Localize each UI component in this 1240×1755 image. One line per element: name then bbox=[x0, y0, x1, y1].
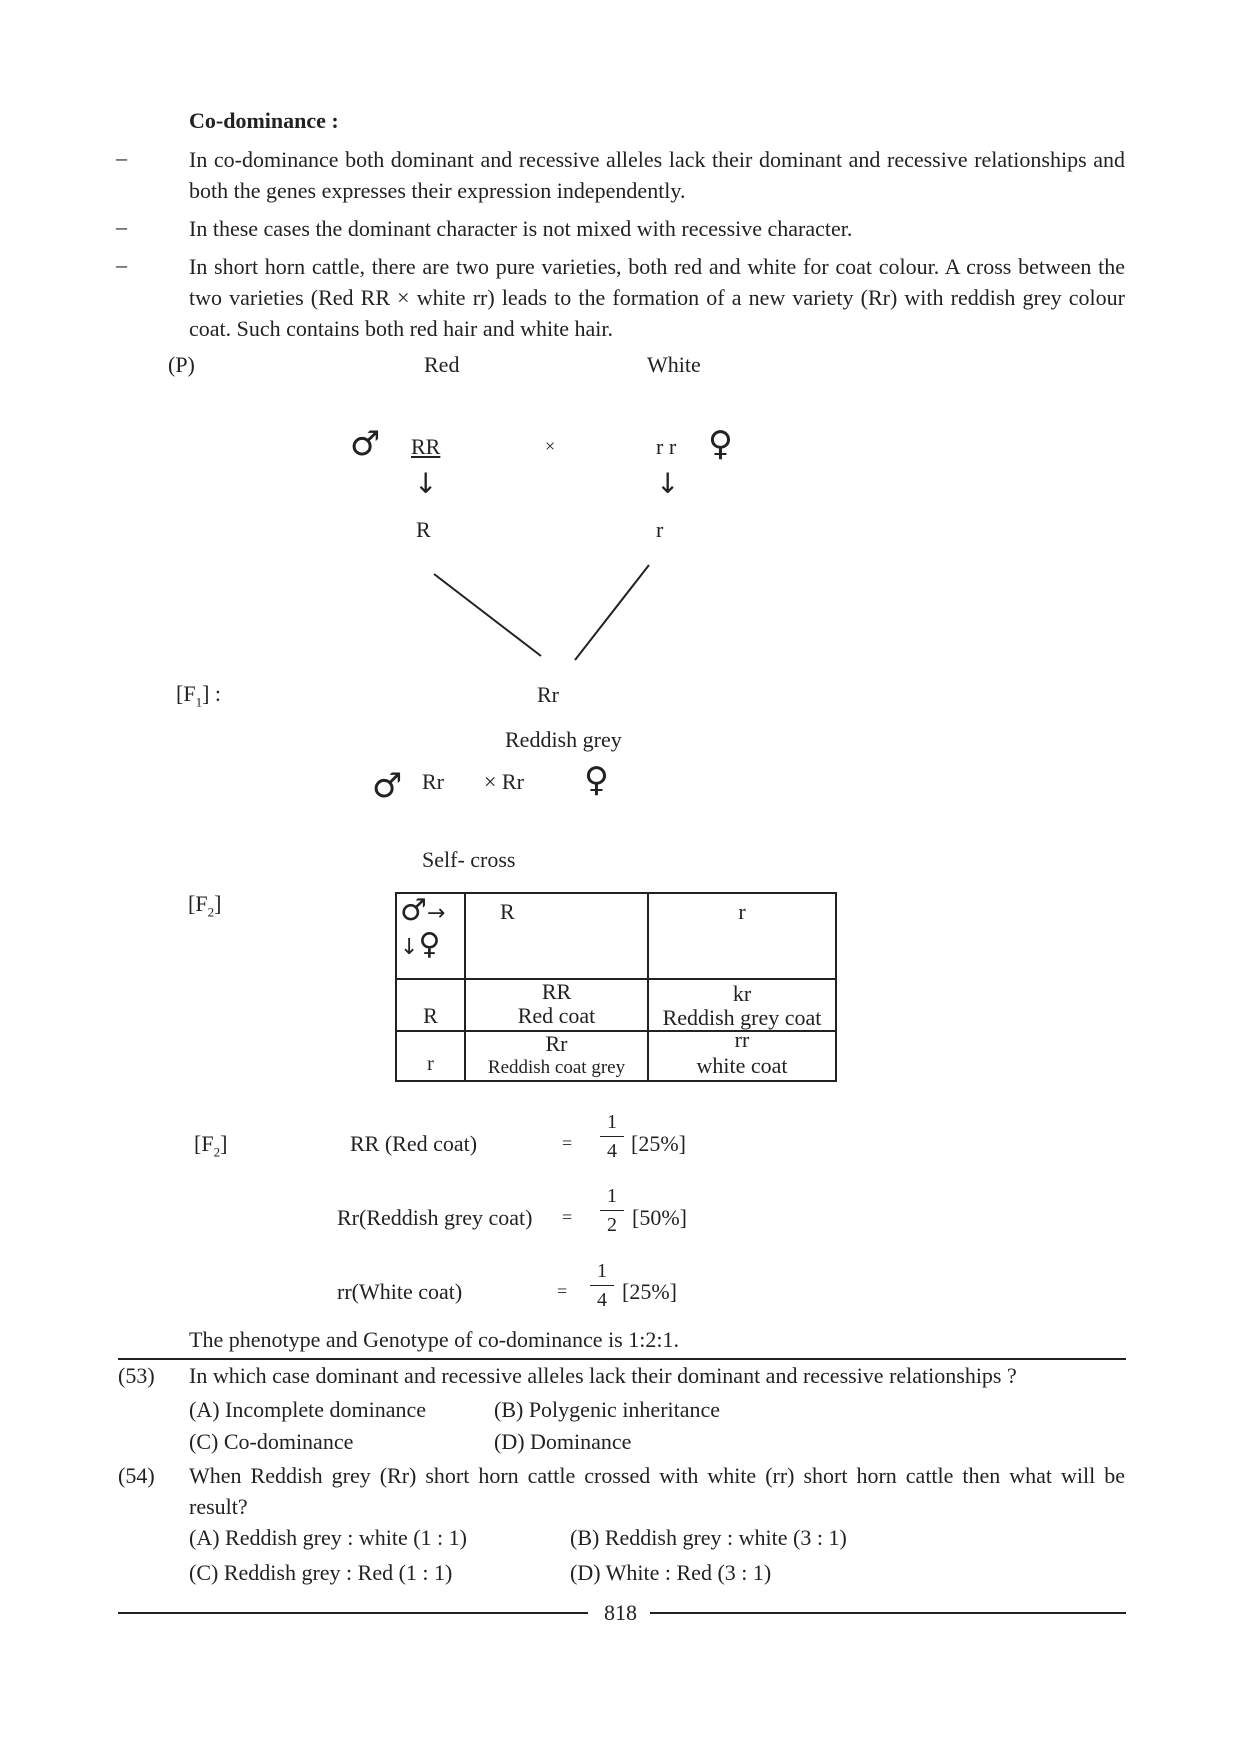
ratio-fraction bbox=[590, 1261, 614, 1310]
bullet-dash: – bbox=[116, 145, 127, 170]
punnett-cell bbox=[648, 979, 836, 1031]
parent-generation-label: (P) bbox=[168, 352, 195, 377]
fraction-denominator: 2 bbox=[607, 1214, 617, 1236]
section-heading: Co-dominance : bbox=[189, 108, 339, 133]
question-text: When Reddish grey (Rr) short horn cattle crossed with white (rr) short horn cattle then what will be result? bbox=[189, 1463, 1125, 1519]
arrow-right-icon: → bbox=[426, 901, 446, 926]
answer-option: (D) Dominance bbox=[494, 1429, 632, 1454]
ratio-percent: [50%] bbox=[632, 1205, 687, 1230]
ratio-name: RR (Red coat) bbox=[350, 1131, 478, 1156]
paragraph-not-mixed: In these cases the dominant character is not mixed with recessive character. bbox=[189, 216, 853, 241]
punnett-cell-phenotype: Reddish coat grey bbox=[487, 1057, 626, 1078]
paragraph-codominance-definition: In co-dominance both dominant and recessive alleles lack their dominant and recessive relationships and both the genes expresses their expression independently. bbox=[189, 147, 1125, 203]
question-text: In which case dominant and recessive alleles lack their dominant and recessive relationships ? bbox=[189, 1363, 1017, 1388]
male-symbol-icon: ♂ bbox=[350, 424, 381, 464]
bullet-dash: – bbox=[116, 252, 127, 277]
answer-option: (A) Incomplete dominance bbox=[189, 1397, 427, 1422]
self-cross-label: Self- cross bbox=[422, 847, 516, 872]
male-parent-genotype: RR bbox=[411, 434, 441, 459]
fraction-numerator: 1 bbox=[597, 1260, 607, 1282]
male-gamete: R bbox=[416, 517, 431, 542]
f2-ratio-label: $[F_2]$ bbox=[194, 1131, 228, 1160]
paragraph-short-horn-cattle: In short horn cattle, there are two pure varieties, both red and white for coat colour. A cross between the two varieties (Red RR × white rr) leads to the formation of a new variety (Rr) with reddish grey colour coat. Such contains both red hair and white hair. bbox=[189, 254, 1125, 341]
punnett-cell-phenotype: white coat bbox=[696, 1053, 788, 1078]
answer-option: (B) Polygenic inheritance bbox=[494, 1397, 721, 1422]
answer-option: (D) White : Red (3 : 1) bbox=[570, 1560, 772, 1585]
punnett-cell-phenotype: Red coat bbox=[517, 1003, 596, 1028]
punnett-corner-cell bbox=[396, 893, 465, 979]
fraction-denominator: 4 bbox=[607, 1140, 617, 1162]
footer-rule-left bbox=[118, 1612, 588, 1614]
fraction-numerator: 1 bbox=[607, 1111, 617, 1133]
f1-phenotype: Reddish grey bbox=[505, 727, 622, 752]
punnett-cell-phenotype: Reddish grey coat bbox=[662, 1005, 822, 1030]
answer-option: (B) Reddish grey : white (3 : 1) bbox=[570, 1525, 847, 1550]
answer-option: (C) Reddish grey : Red (1 : 1) bbox=[189, 1560, 453, 1585]
female-gamete: r bbox=[656, 517, 664, 542]
ratio-fraction bbox=[600, 1112, 624, 1161]
parent-white-label: White bbox=[647, 352, 701, 377]
answer-option: (A) Reddish grey : white (1 : 1) bbox=[189, 1525, 467, 1550]
ratio-percent: [25%] bbox=[631, 1131, 686, 1156]
punnett-cell bbox=[465, 979, 648, 1031]
f1-female-genotype: × Rr bbox=[484, 769, 524, 794]
answer-option: (C) Co-dominance bbox=[189, 1429, 354, 1454]
equals-sign: = bbox=[562, 1133, 573, 1153]
punnett-cell-genotype: Rr bbox=[545, 1031, 568, 1056]
punnett-column-header: r bbox=[648, 893, 836, 979]
ratio-name: Rr(Reddish grey coat) bbox=[337, 1205, 533, 1230]
question-number: (54) bbox=[118, 1463, 155, 1488]
punnett-cell-genotype: RR bbox=[541, 979, 572, 1004]
ratio-fraction bbox=[600, 1186, 624, 1235]
f2-generation-label: $[F_2]$ bbox=[188, 891, 222, 920]
female-parent-genotype: r r bbox=[656, 434, 677, 459]
punnett-row-header: R bbox=[396, 979, 465, 1031]
arrow-down-icon: ↓ bbox=[414, 467, 438, 500]
arrow-down-icon: ↓ bbox=[656, 467, 680, 500]
equals-sign: = bbox=[557, 1281, 568, 1301]
male-symbol-icon: ♂ bbox=[400, 893, 427, 928]
f1-male-genotype: Rr bbox=[422, 769, 444, 794]
punnett-column-header: R bbox=[465, 893, 648, 979]
punnett-cell bbox=[648, 1027, 836, 1081]
female-symbol-icon: ♀ bbox=[418, 927, 441, 962]
conclusion-text: The phenotype and Genotype of co-dominance is 1:2:1. bbox=[189, 1327, 679, 1352]
f1-generation-label: $[F_1]$ : bbox=[176, 681, 222, 710]
parent-red-label: Red bbox=[424, 352, 460, 377]
bullet-dash: – bbox=[116, 214, 127, 239]
female-symbol-icon: ♀ bbox=[584, 760, 609, 800]
footer-rule-right bbox=[650, 1612, 1126, 1614]
female-symbol-icon: ♀ bbox=[708, 424, 733, 464]
equals-sign: = bbox=[562, 1207, 573, 1227]
cross-times-sign: × bbox=[545, 436, 556, 456]
f1-genotype: Rr bbox=[537, 682, 559, 707]
ratio-name: rr(White coat) bbox=[337, 1279, 463, 1304]
male-symbol-icon: ♂ bbox=[372, 766, 403, 806]
punnett-square bbox=[395, 892, 837, 1082]
punnett-cell-genotype: rr bbox=[734, 1027, 750, 1052]
fraction-denominator: 4 bbox=[597, 1289, 607, 1311]
punnett-cell bbox=[465, 1031, 648, 1081]
question-number: (53) bbox=[118, 1363, 155, 1388]
fraction-numerator: 1 bbox=[607, 1185, 617, 1207]
ratio-percent: [25%] bbox=[622, 1279, 677, 1304]
punnett-row-header: r bbox=[396, 1031, 465, 1081]
page-number: 818 bbox=[604, 1600, 637, 1625]
punnett-cell-genotype: kr bbox=[732, 981, 752, 1006]
arrow-down-icon: ↓ bbox=[400, 935, 419, 960]
